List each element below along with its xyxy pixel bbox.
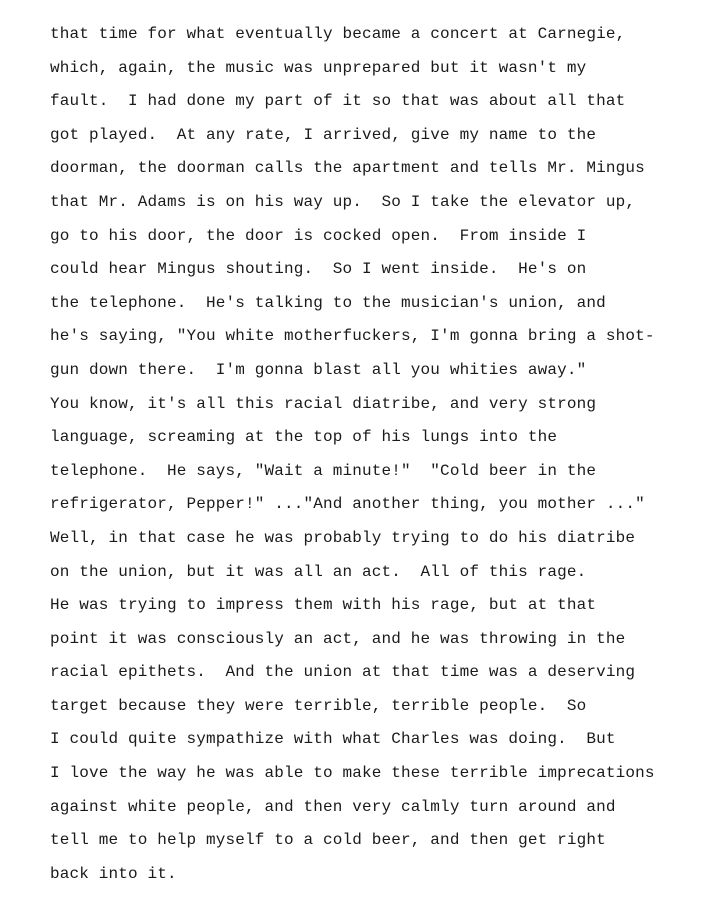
text-line: the telephone. He's talking to the musician's union, and — [50, 293, 606, 312]
text-line: on the union, but it was all an act. All of this rage. — [50, 562, 587, 581]
text-line: refrigerator, Pepper!" ..."And another thing, you mother ..." — [50, 495, 645, 514]
text-line: Well, in that case he was probably trying to do his diatribe — [50, 528, 636, 547]
text-line: go to his door, the door is cocked open. From inside I — [50, 226, 587, 245]
text-line: back into it. — [50, 864, 177, 883]
text-line: could hear Mingus shouting. So I went inside. He's on — [50, 260, 587, 279]
text-line: that time for what eventually became a concert at Carnegie, — [50, 25, 626, 43]
text-line: language, screaming at the top of his lungs into the — [50, 428, 558, 447]
text-line: doorman, the doorman calls the apartment and tells Mr. Mingus — [50, 159, 645, 178]
text-line: gun down there. I'm gonna blast all you whities away." — [50, 360, 587, 379]
text-line: He was trying to impress them with his rage, but at that — [50, 596, 597, 615]
text-line: target because they were terrible, terrible people. So — [50, 696, 587, 715]
text-line: tell me to help myself to a cold beer, and then get right — [50, 831, 606, 850]
text-line: against white people, and then very calmly turn around and — [50, 797, 616, 816]
text-line: I could quite sympathize with what Charles was doing. But — [50, 730, 616, 749]
text-line: fault. I had done my part of it so that was about all that — [50, 92, 626, 111]
transcript-text — [0, 18, 724, 891]
text-line: that Mr. Adams is on his way up. So I take the elevator up, — [50, 192, 636, 211]
text-line: racial epithets. And the union at that time was a deserving — [50, 663, 636, 682]
text-line: You know, it's all this racial diatribe, and very strong — [50, 394, 597, 413]
text-line: I love the way he was able to make these terrible imprecations — [50, 764, 655, 783]
text-line: got played. At any rate, I arrived, give my name to the — [50, 125, 597, 144]
text-line: he's saying, "You white motherfuckers, I'm gonna bring a shot- — [50, 327, 655, 346]
text-line: point it was consciously an act, and he was throwing in the — [50, 629, 626, 648]
text-line: telephone. He says, "Wait a minute!" "Cold beer in the — [50, 461, 597, 480]
text-line: which, again, the music was unprepared but it wasn't my — [50, 58, 587, 77]
